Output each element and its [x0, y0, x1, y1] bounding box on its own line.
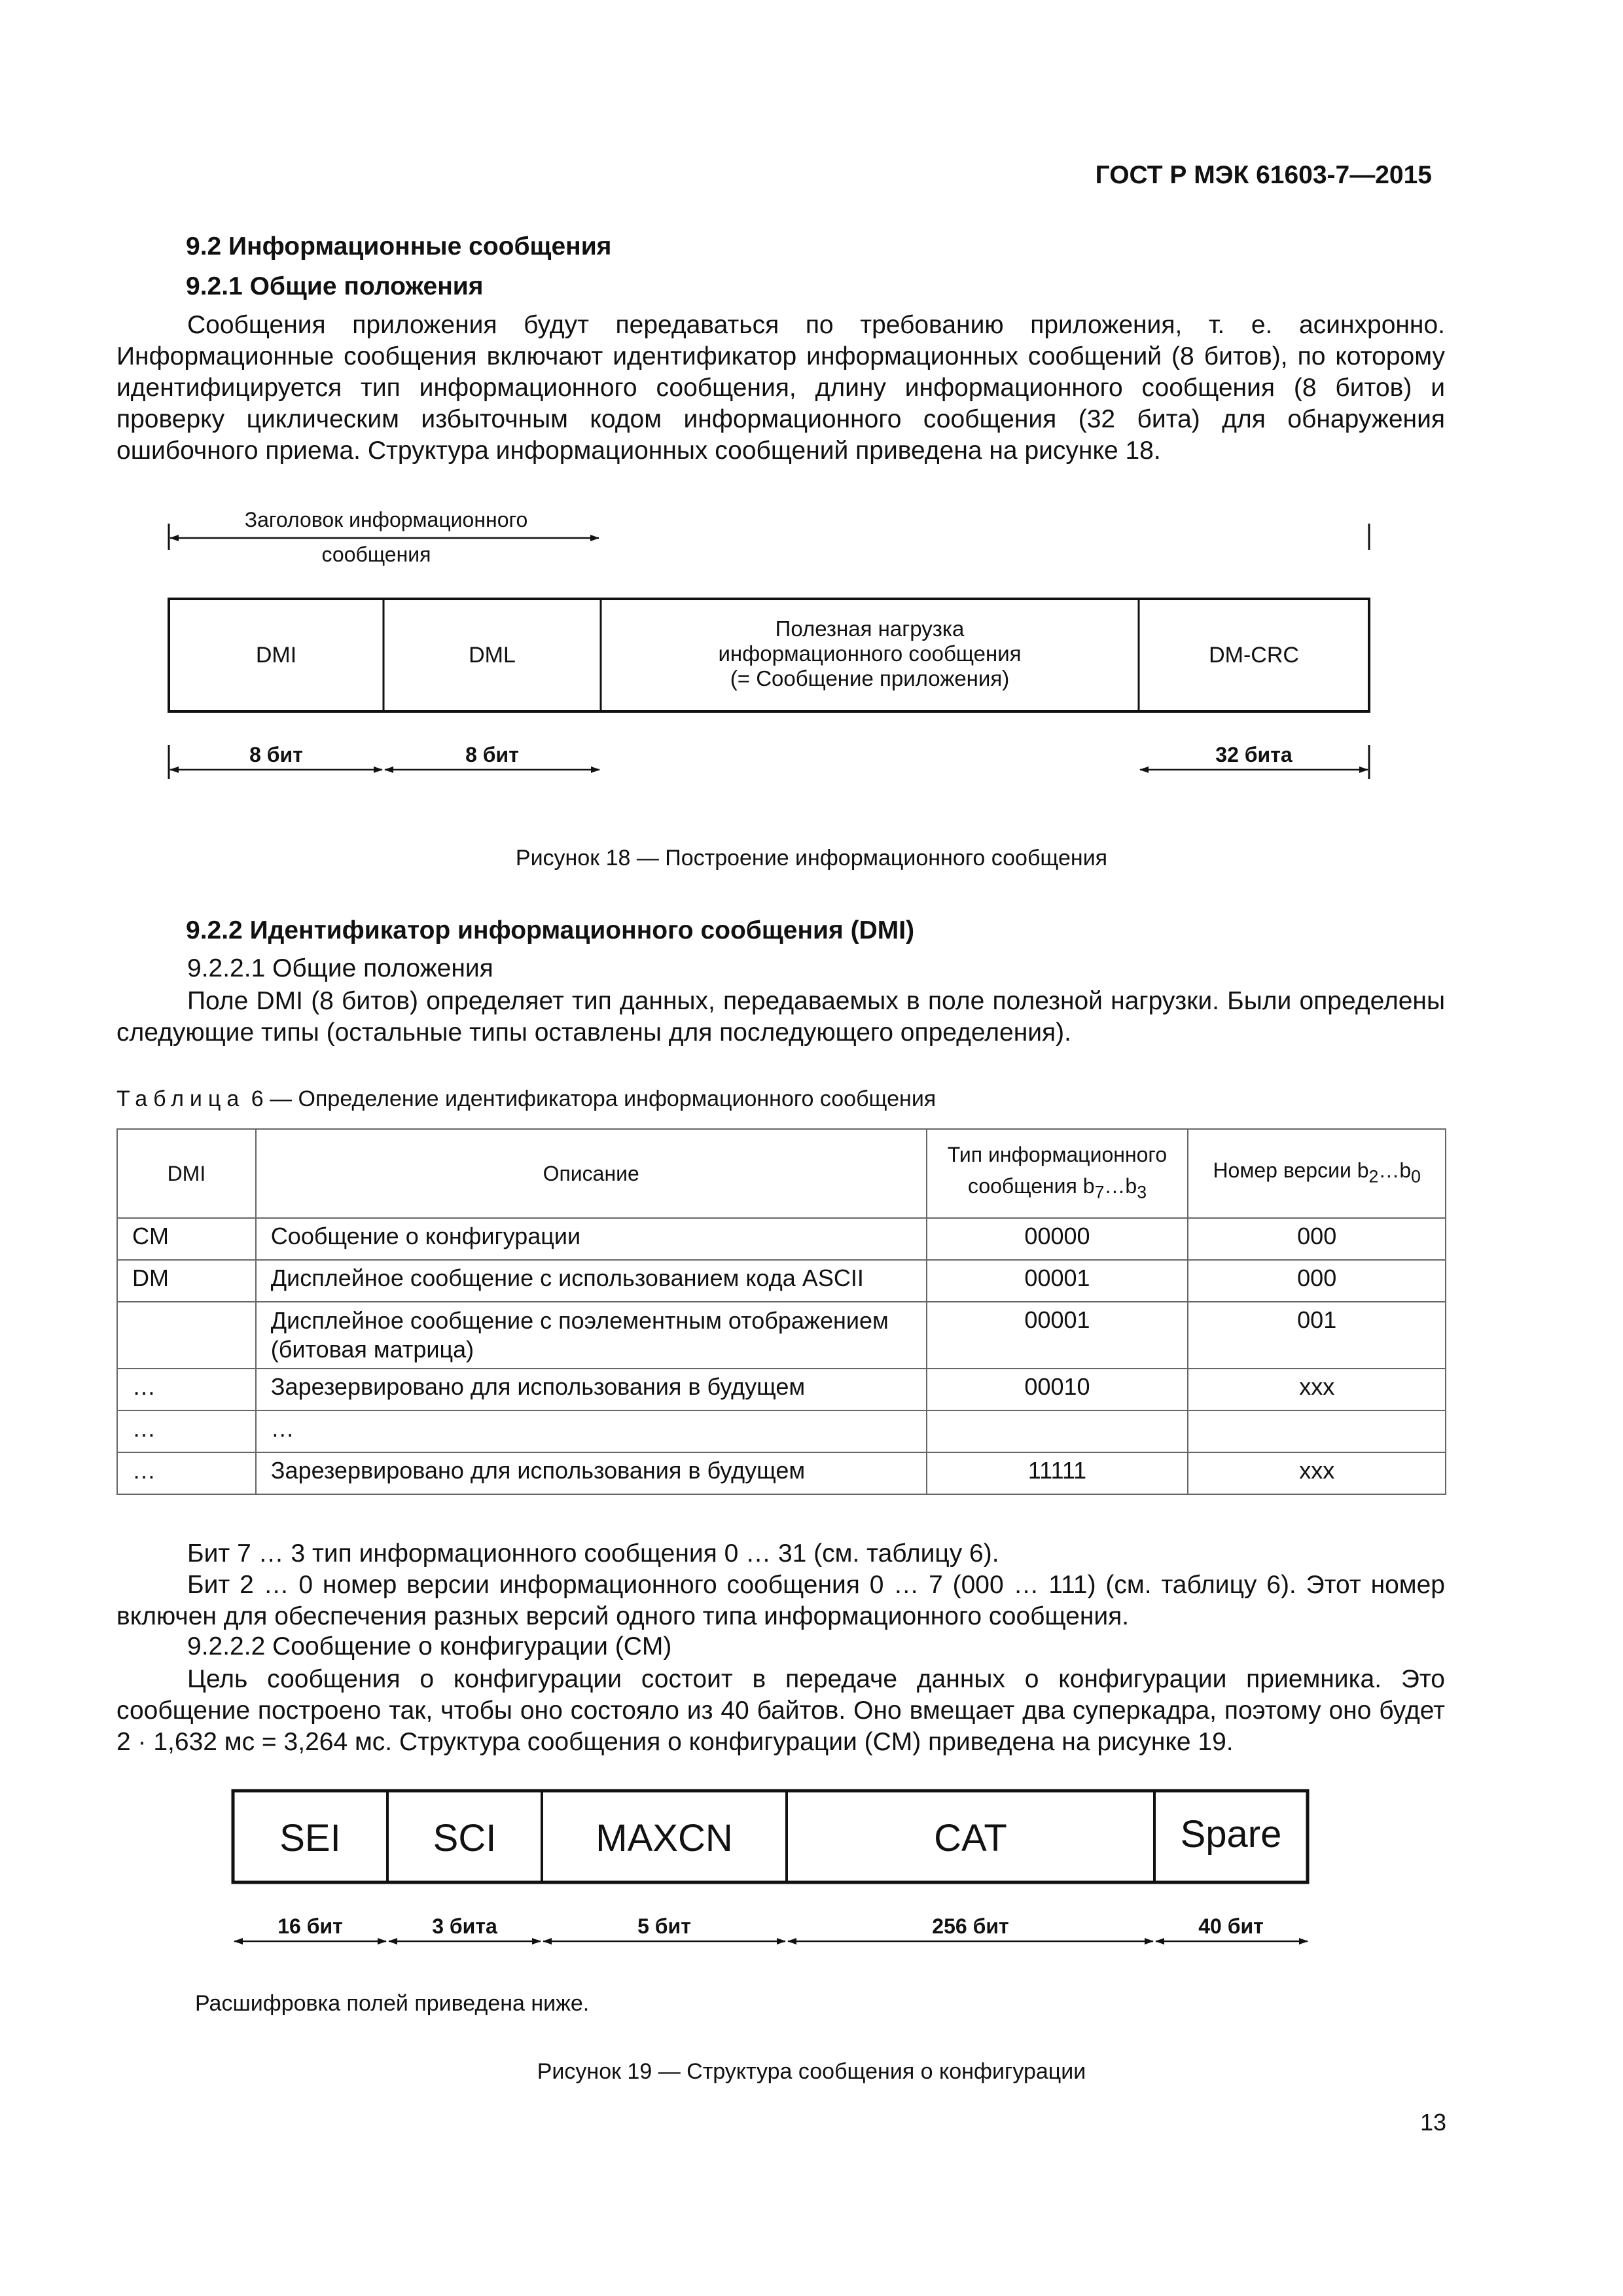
table-cell-type: 00001: [927, 1260, 1188, 1302]
table-6-caption-prefix: Таблица: [116, 1086, 245, 1111]
fig18-cell-crc: DM-CRC: [1209, 643, 1299, 668]
section-9-2-2-1-paragraph: [116, 986, 1445, 1049]
fig18-payload-1: Полезная нагрузка: [775, 617, 965, 641]
section-9-2-2-2-paragraph: [116, 1664, 1445, 1758]
fig19-cell-sci: SCI: [433, 1817, 497, 1859]
table-cell-desc: …: [256, 1410, 927, 1452]
table-cell-desc: Зарезервировано для использования в будущем: [256, 1452, 927, 1494]
fig18-payload-3: (= Сообщение приложения): [730, 666, 1010, 691]
table-cell-version: 000: [1188, 1260, 1446, 1302]
table-cell-version: xxx: [1188, 1369, 1446, 1410]
bits-2-0-text: Бит 2 … 0 номер версии информационного сообщения 0 … 7 (000 … 111) (см. таблицу 6). Этот номер включен для обеспечения разных версий одного типа информационного сообщения.: [116, 1571, 1445, 1630]
fig19-frame: [233, 1791, 1308, 1882]
table-cell-dmi: …: [117, 1369, 256, 1410]
table-6-header-row: [117, 1129, 1446, 1218]
table-cell-dmi: …: [117, 1452, 256, 1494]
figure-18-diagram: [157, 497, 1414, 812]
table-cell-type: 00000: [927, 1218, 1188, 1260]
table-cell-version: 001: [1188, 1302, 1446, 1369]
table-cell-desc: Сообщение о конфигурации: [256, 1218, 927, 1260]
section-9-2-1-paragraph: [116, 310, 1445, 467]
fig18-cell-dml: DML: [469, 643, 516, 668]
section-9-2-2-title: 9.2.2 Идентификатор информационного сообщения (DMI): [186, 916, 915, 944]
fig19-bits-spare: 40 бит: [1198, 1914, 1264, 1938]
fig19-cell-cat: CAT: [934, 1817, 1007, 1859]
table-row: [117, 1452, 1446, 1494]
fig18-header-label-2: сообщения: [321, 543, 431, 566]
table-6-caption: [116, 1086, 936, 1112]
bits-7-3-line: [116, 1538, 1445, 1570]
table-row: [117, 1410, 1446, 1452]
section-9-2-1-title: 9.2.1 Общие положения: [186, 272, 484, 300]
fig18-cell-dmi: DMI: [255, 643, 297, 668]
fig19-cell-maxcn: MAXCN: [596, 1817, 733, 1859]
figure-18-caption: Рисунок 18 — Построение информационного сообщения: [515, 846, 1108, 870]
section-9-2-2-1-title: 9.2.2.1 Общие положения: [187, 954, 493, 982]
fig18-bits-crc: 32 бита: [1215, 743, 1293, 766]
table-cell-dmi: [117, 1302, 256, 1369]
figure-19-caption: Рисунок 19 — Структура сообщения о конфигурации: [537, 2059, 1086, 2084]
fig19-bits-sei: 16 бит: [277, 1914, 343, 1938]
table-cell-type: [927, 1410, 1188, 1452]
table-cell-dmi: CM: [117, 1218, 256, 1260]
fig19-bits-maxcn: 5 бит: [637, 1914, 691, 1938]
table-cell-version: xxx: [1188, 1452, 1446, 1494]
section-9-2-2-2-text: Цель сообщения о конфигурации состоит в передаче данных о конфигурации приемника. Это сообщение построено так, чтобы оно состояло из 40 байтов. Оно вмещает два суперкадра, поэтому оно будет 2 · 1,632 мс = 3,264 мс. Структура сообщения о конфигурации (CM) приведена на рисунке 19.: [116, 1665, 1445, 1756]
fig18-header-label-1: Заголовок информационного: [244, 508, 528, 531]
table-cell-desc: Зарезервировано для использования в будущем: [256, 1369, 927, 1410]
fig18-bits-dmi: 8 бит: [249, 743, 303, 766]
table-row: [117, 1369, 1446, 1410]
table-cell-type: 00010: [927, 1369, 1188, 1410]
table-cell-version: 000: [1188, 1218, 1446, 1260]
table-6-header-type: Тип информационного сообщения $b_7\dots b_3$: [927, 1129, 1188, 1218]
section-9-2-2-1-text: Поле DMI (8 битов) определяет тип данных, передаваемых в поле полезной нагрузки. Были определены следующие типы (остальные типы оставлены для последующего определения).: [116, 987, 1445, 1047]
table-cell-desc: Дисплейное сообщение с поэлементным отображением (битовая матрица): [256, 1302, 927, 1369]
table-6-caption-text: 6 — Определение идентификатора информационного сообщения: [245, 1086, 936, 1111]
table-6-header-version: Номер версии $b_2\dots b_0$: [1188, 1129, 1446, 1218]
table-6: [116, 1128, 1446, 1495]
fig19-cell-spare: Spare: [1180, 1813, 1282, 1856]
table-6-header-dmi: DMI: [117, 1129, 256, 1218]
table-cell-version: [1188, 1410, 1446, 1452]
fig19-bits-cat: 256 бит: [932, 1914, 1009, 1938]
table-6-header-desc: Описание: [256, 1129, 927, 1218]
bits-2-0-paragraph: [116, 1570, 1445, 1632]
fig18-bits-dml: 8 бит: [465, 743, 519, 766]
fig18-payload-2: информационного сообщения: [718, 641, 1022, 666]
section-9-2-1-text: Сообщения приложения будут передаваться по требованию приложения, т. е. асинхронно. Информационные сообщения включают идентификатор информационных сообщений (8 битов), по которому идентифицируется тип информационного сообщения, длину информационного сообщения (8 битов) и проверку циклическим избыточным кодом информационного сообщения (32 бита) для обнаружения ошибочного приема. Структура информационных сообщений приведена на рисунке 18.: [116, 311, 1445, 465]
section-9-2-2-2-title: 9.2.2.2 Сообщение о конфигурации (CM): [187, 1632, 672, 1660]
table-row: [117, 1302, 1446, 1369]
bits-7-3-text: Бит 7 … 3 тип информационного сообщения 0 … 31 (см. таблицу 6).: [187, 1539, 999, 1568]
fig19-bits-sci: 3 бита: [432, 1914, 497, 1938]
table-cell-dmi: …: [117, 1410, 256, 1452]
table-cell-type: 11111: [927, 1452, 1188, 1494]
table-row: [117, 1218, 1446, 1260]
table-cell-type: 00001: [927, 1302, 1188, 1369]
table-row: [117, 1260, 1446, 1302]
figure-19-diagram: [223, 1780, 1335, 1977]
figure-19-note: Расшифровка полей приведена ниже.: [195, 1991, 590, 2016]
fig19-cell-sei: SEI: [279, 1817, 341, 1859]
page-number: 13: [1419, 2109, 1446, 2136]
table-cell-desc: Дисплейное сообщение с использованием кода ASCII: [256, 1260, 927, 1302]
table-cell-dmi: DM: [117, 1260, 256, 1302]
document-header: ГОСТ Р МЭК 61603-7—2015: [1095, 161, 1432, 189]
section-9-2-title: 9.2 Информационные сообщения: [186, 232, 612, 260]
